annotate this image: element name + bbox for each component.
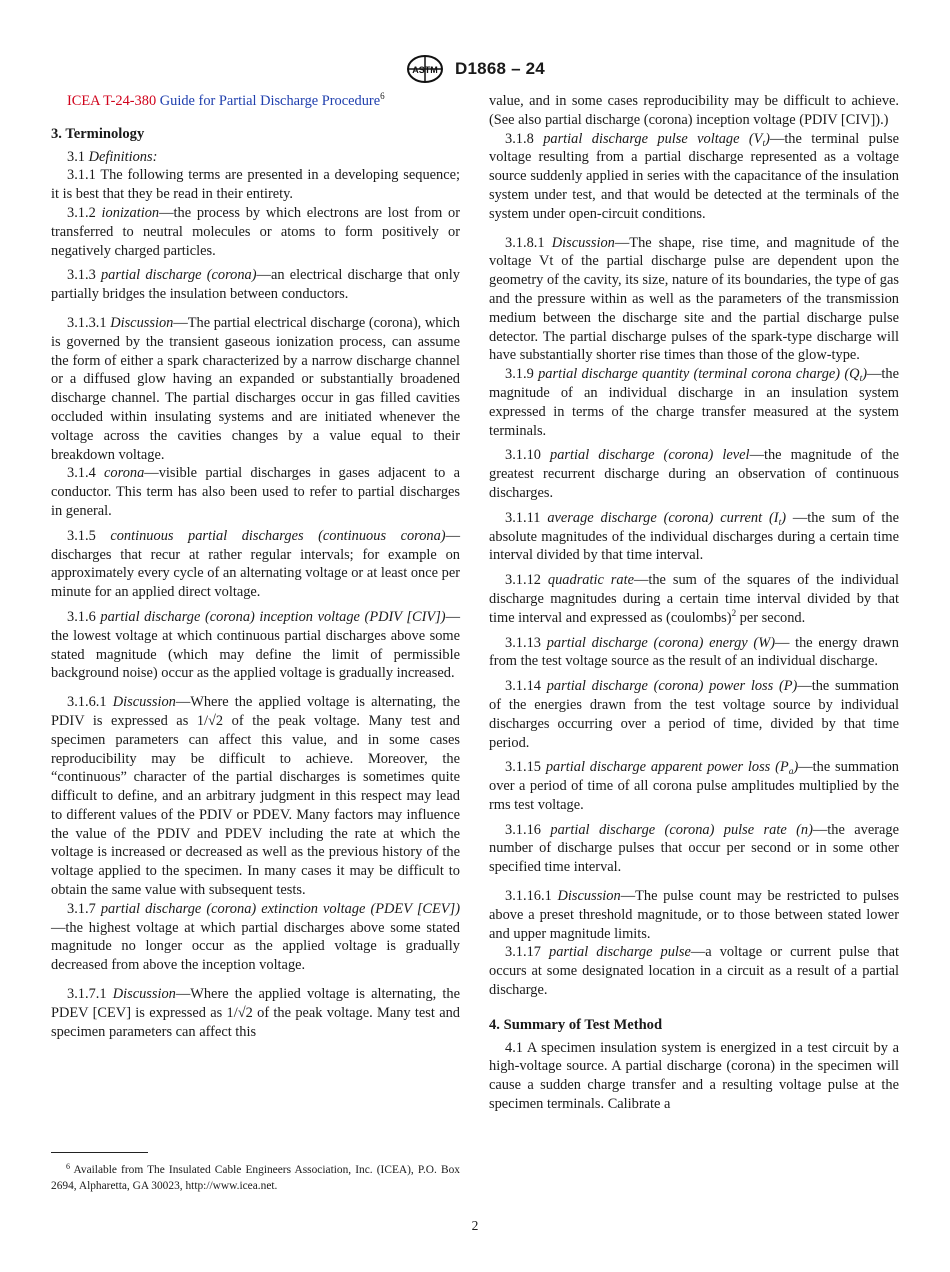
- section-4-heading: 4. Summary of Test Method: [489, 1016, 663, 1033]
- clause-3-1-6-1: 3.1.6.1 Discussion—Where the applied voltage is alternating, the PDIV is expressed as 1/√2 of the peak voltage. Many test and specimen parameters can affect this value, and in some cases reproducibility may be difficult to achieve. Moreover, the “continuous” character of the partial discharges is sometimes quite difficult to define, and an arbitrary judgment in this respect may lead to different values of the PDIV or PDEV. Many factors may influence the value of the PDIV and PDEV including the rate at which the voltage is increased or decreased as well as the previous history of the voltage applied to the specimen. In many cases it may be difficult to obtain the same value with subsequent tests.: [51, 694, 460, 899]
- footnote-divider: [51, 1152, 148, 1153]
- clause-3-1-16: 3.1.16 partial discharge (corona) pulse rate (n)—the average number of discharge pulses that occur per second or in some other specified time interval.: [489, 821, 899, 876]
- clause-3-1-16-1: 3.1.16.1 Discussion—The pulse count may be restricted to pulses above a preset threshold magnitude, or to those between stated lower and upper magnitude limits.: [489, 888, 899, 942]
- clause-3-1-3-1: 3.1.3.1 Discussion—The partial electrical discharge (corona), which is governed by the transient gaseous ionization process, can assume the form of either a spark characterized by a narrow discharge channel or a diffused glow having an expanded or substantially broadened discharge channel. The partial discharges occur in gas filled cavities occluded within insulating systems and are initiated whenever the voltage across the cavities changes by a value equal to their breakdown voltage.: [51, 314, 460, 463]
- clause-3-1-15: 3.1.15 partial discharge apparent power loss $(P_a)—the$ summation over a period of time of all corona pulse amplitudes multiplied by the rms test voltage.: [489, 759, 899, 813]
- clause-3-1-12: 3.1.12 quadratic rate—the sum of the squares of the individual discharge magnitudes during a certain time interval divided by that time interval and expressed as (coulombs)$^2$ per second.: [489, 572, 899, 626]
- section-3-heading: 3. Terminology: [51, 125, 145, 142]
- clause-3-1-8-1: 3.1.8.1 Discussion—The shape, rise time, and magnitude of the voltage Vt of the partial discharge pulse are dependent upon the geometry of the cavity, its size, nature of its boundaries, the type of gas and the pressure within as well as the parameters of the transmission medium between the discharge site and the partial discharge pulse detector. The partial discharge pulses of the spark-type discharge will have substantially shorter rise times than those of the glow-type.: [489, 234, 899, 364]
- clause-3-1-5: 3.1.5 continuous partial discharges (continuous corona)—discharges that recur at rather regular intervals; for example on approximately every cycle of an alternating voltage or at least once per minute for an applied direct voltage.: [51, 527, 460, 601]
- clause-3-1-2: 3.1.2 ionization—the process by which electrons are lost from or transferred to neutral molecules or atoms to form positively or negatively charged particles.: [51, 204, 460, 259]
- reference-icea: [51, 92, 460, 111]
- clause-4-1: 4.1 A specimen insulation system is energized in a test circuit by a high-voltage source. A partial discharge (corona) in the specimen will cause a sudden charge transfer and a resulting voltage pulse at the specimen terminals. Calibrate a: [489, 1039, 899, 1113]
- astm-logo-icon: [405, 54, 445, 84]
- footnote: $^6$ Available from The Insulated Cable Engineers Association, Inc. (ICEA), P.O. Box 2694, Alpharetta, GA 30023, http://www.icea.net.: [51, 1162, 460, 1192]
- standard-designation: D1868 – 24: [455, 59, 545, 78]
- svg-text:ASTM: ASTM: [412, 65, 438, 75]
- right-column: [489, 92, 899, 1114]
- clause-3-1-10: 3.1.10 partial discharge (corona) level—the magnitude of the greatest recurrent discharge during an observation of continuous discharges.: [489, 447, 899, 501]
- clause-3-1-7-1: 3.1.7.1 Discussion—Where the applied voltage is alternating, the PDEV [CEV] is expressed as 1/√2 of the peak voltage. Many test and specimen parameters can affect this: [51, 986, 460, 1040]
- clause-3-1-4: 3.1.4 corona—visible partial discharges in gases adjacent to a conductor. This term has also been used to refer to partial discharges in general.: [51, 465, 460, 519]
- page-header: [0, 54, 950, 84]
- clause-3-1-8: 3.1.8 partial discharge pulse voltage $(V_t)—the$ terminal pulse voltage resulting from a partial discharge represented as a voltage source suddenly applied in series with the capacitance of the insulation system under test, and that would be detected at the terminals of the system under open-circuit conditions.: [489, 130, 900, 222]
- footnote-ref: 6: [380, 91, 385, 101]
- clause-3-1-6: 3.1.6 partial discharge (corona) inception voltage (PDIV [CIV])—the lowest voltage at which continuous partial discharges above some stated magnitude (which may define the limit of permissible background noise) occur as the applied voltage is gradually increased.: [51, 608, 460, 682]
- clause-3-1-9: 3.1.9 partial discharge quantity (terminal corona charge) $(Q_t)—the$ magnitude of an individual discharge in an insulation system expressed in terms of the charge transfer measured at the system terminals.: [489, 366, 899, 439]
- continued-text: value, and in some cases reproducibility may be difficult to achieve. (See also partial discharge (corona) inception voltage (PDIV [CIV]).): [489, 93, 899, 128]
- left-column: [51, 92, 460, 1041]
- clause-3-1-14: 3.1.14 partial discharge (corona) power loss (P)—the summation of the energies drawn from the test voltage source by individual discharges occurring over a period of time, divided by that time period.: [489, 678, 899, 751]
- reference-code-link[interactable]: ICEA T-24-380: [67, 93, 157, 109]
- clause-3-1-7: 3.1.7 partial discharge (corona) extinction voltage (PDEV [CEV])—the highest voltage at which partial discharges above some stated magnitude no longer occur as the applied voltage is gradually decreased from above the inception voltage.: [51, 900, 460, 974]
- clause-3-1-1: 3.1.1 The following terms are presented in a developing sequence; it is best that they be read in their entirety.: [51, 167, 460, 203]
- clause-3-1-11: 3.1.11 average discharge (corona) current $(I_t)$ —the sum of the absolute magnitudes of the individual discharges during a certain time interval divided by that time interval.: [489, 509, 899, 564]
- clause-3-1-3: 3.1.3 partial discharge (corona)—an electrical discharge that only partially bridges the insulation between conductors.: [51, 267, 460, 303]
- reference-title-link[interactable]: Guide for Partial Discharge Procedure: [159, 93, 381, 109]
- clause-3-1-17: 3.1.17 partial discharge pulse—a voltage or current pulse that occurs at some designated location in a circuit as a result of a partial discharge.: [489, 944, 899, 999]
- clause-3-1-13: 3.1.13 partial discharge (corona) energy (W)— the energy drawn from the test voltage source as the result of an individual discharge.: [489, 634, 899, 670]
- clause-3-1: 3.1 Definitions:: [67, 148, 158, 165]
- page-number: 2: [471, 1218, 479, 1233]
